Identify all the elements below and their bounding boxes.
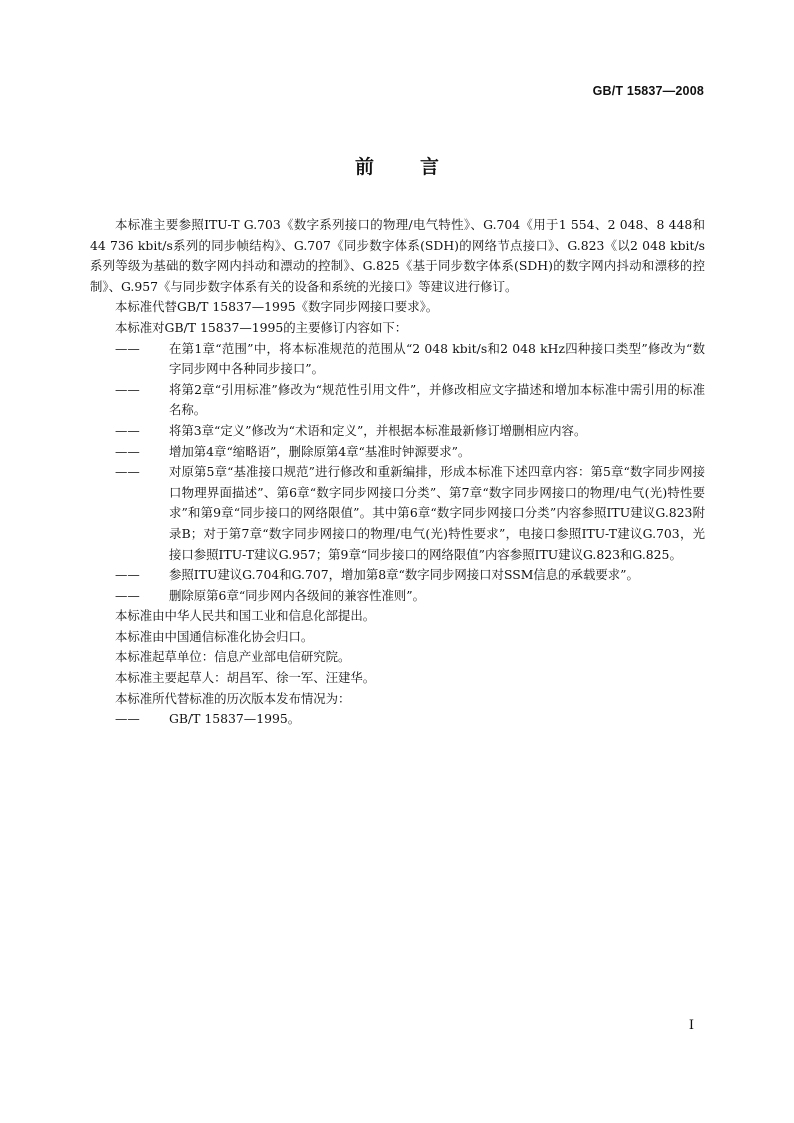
dash-marker: —— bbox=[115, 381, 140, 397]
change-item bbox=[90, 462, 705, 565]
title-char-1: 前 bbox=[354, 156, 374, 178]
history-lead: 本标准所代替标准的历次版本发布情况为： bbox=[115, 690, 351, 706]
drafters: 本标准主要起草人：胡昌军、徐一军、汪建华。 bbox=[115, 670, 376, 686]
change-item bbox=[90, 586, 705, 607]
standard-code: GB/T 15837—2008 bbox=[592, 84, 704, 98]
dash-marker: —— bbox=[115, 340, 140, 356]
change-text: 增加第4章“缩略语”，删除原第4章“基准时钟源要求”。 bbox=[169, 443, 471, 459]
change-text: 将第3章“定义”修改为“术语和定义”，并根据本标准最新修订增删相应内容。 bbox=[169, 422, 587, 438]
dash-marker: —— bbox=[115, 567, 140, 583]
change-item bbox=[90, 421, 705, 442]
change-text: 将第2章“引用标准”修改为“规范性引用文件”，并修改相应文字描述和增加本标准中需引用的标准名称。 bbox=[169, 381, 705, 418]
dash-marker: —— bbox=[115, 443, 140, 459]
change-item bbox=[90, 380, 705, 421]
page-title bbox=[0, 152, 794, 179]
change-text: 对原第5章“基准接口规范”进行修改和重新编排，形成本标准下述四章内容：第5章“数字同步网接口物理界面描述”、第6章“数字同步网接口分类”、第7章“数字同步网接口的物理/电气(光)特性要求”和第9章“同步接口的网络限值”。其中第6章“数字同步网接口分类”内容参照ITU建议G.823附录B；对于第7章“数字同步网接口的物理/电气(光)特性要求”，电接口参照ITU-T建议G.703，光接口参照ITU-T建议G.957；第9章“同步接口的网络限值”内容参照ITU建议G.823和G.825。 bbox=[169, 464, 705, 562]
change-item bbox=[90, 339, 705, 380]
drafting-unit: 本标准起草单位：信息产业部电信研究院。 bbox=[115, 649, 351, 665]
page-number: I bbox=[688, 1018, 694, 1033]
dash-marker: —— bbox=[115, 464, 140, 480]
intro-paragraph: 本标准主要参照ITU-T G.703《数字系列接口的物理/电气特性》、G.704《用于1 554、2 048、8 448和44 736 kbit/s系列的同步帧结构》、G.707《同步数字体系(SDH)的网络节点接口》、G.823《以2 048 kbit/s系列等级为基础的数字网内抖动和漂动的控制》、G.825《基于同步数字体系(SDH)的数字网内抖动和漂移的控制》、G.957《与同步数字体系有关的设备和系统的光接口》等建议进行修订。 bbox=[90, 217, 705, 294]
replaces-paragraph: 本标准代替GB/T 15837—1995《数字同步网接口要求》。 bbox=[115, 299, 439, 315]
change-item bbox=[90, 442, 705, 463]
dash-marker: —— bbox=[115, 711, 140, 727]
foreword-body bbox=[90, 215, 705, 730]
change-text: 在第1章“范围”中，将本标准规范的范围从“2 048 kbit/s和2 048 kHz四种接口类型”修改为“数字同步网中各种同步接口”。 bbox=[169, 340, 705, 377]
change-item bbox=[90, 565, 705, 586]
change-text: 参照ITU建议G.704和G.707，增加第8章“数字同步网接口对SSM信息的承载要求”。 bbox=[169, 567, 639, 583]
title-char-2: 言 bbox=[420, 156, 440, 178]
changes-lead: 本标准对GB/T 15837—1995的主要修订内容如下： bbox=[115, 319, 408, 335]
history-item bbox=[90, 709, 705, 730]
centralized-by: 本标准由中国通信标准化协会归口。 bbox=[115, 628, 314, 644]
dash-marker: —— bbox=[115, 587, 140, 603]
change-text: 删除原第6章“同步网内各级间的兼容性准则”。 bbox=[169, 587, 425, 603]
history-text: GB/T 15837—1995。 bbox=[169, 711, 301, 727]
proposed-by: 本标准由中华人民共和国工业和信息化部提出。 bbox=[115, 608, 376, 624]
dash-marker: —— bbox=[115, 422, 140, 438]
